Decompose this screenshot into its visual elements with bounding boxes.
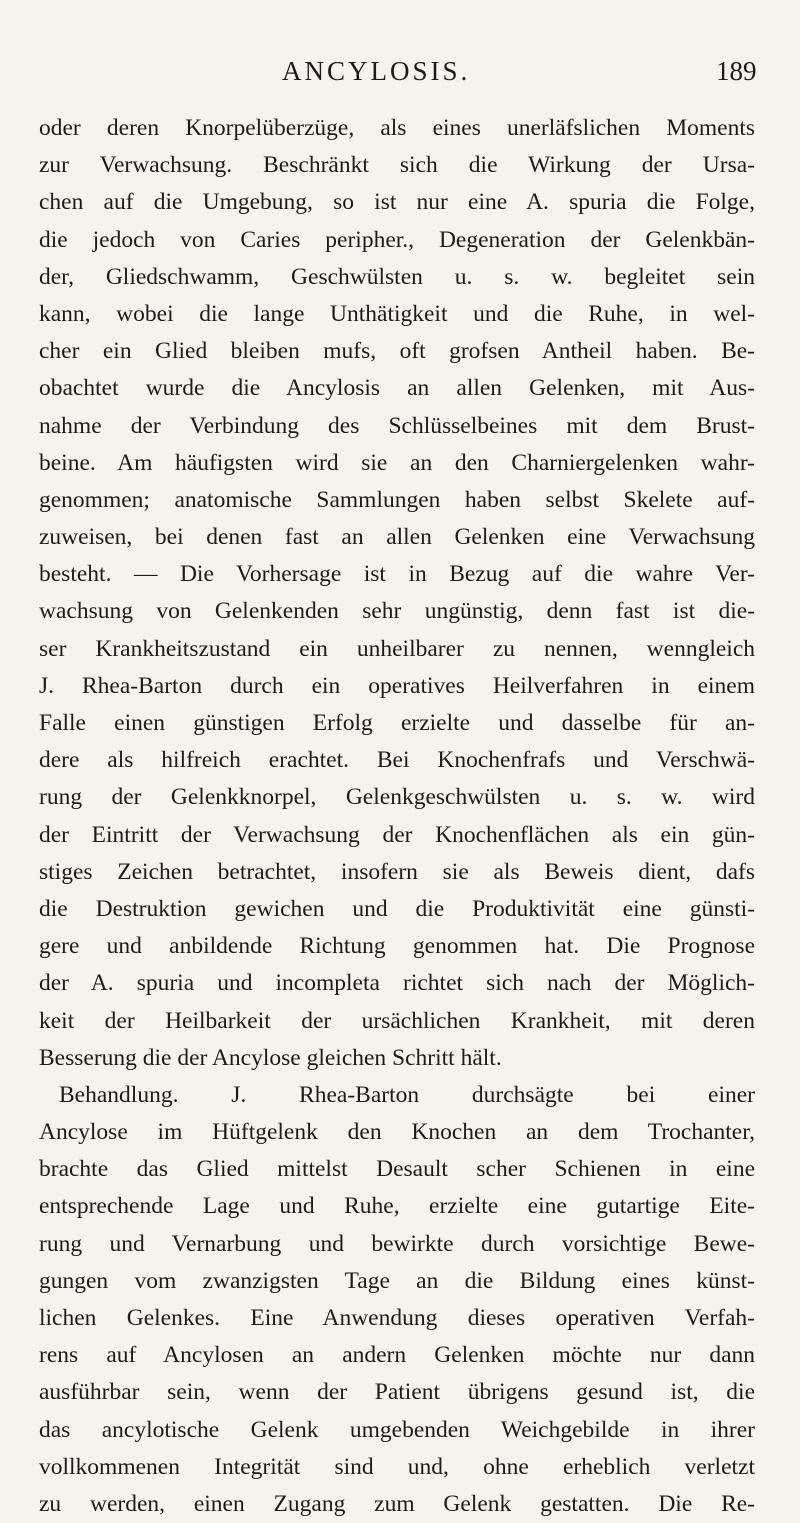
text-line: stiges Zeichen betrachtet, insofern sie als Beweis dient, dafs bbox=[39, 858, 755, 885]
text-line: obachtet wurde die Ancylosis an allen Gelenken, mit Aus- bbox=[39, 375, 755, 402]
text-line: gungen vom zwanzigsten Tage an die Bildung eines künst- bbox=[39, 1267, 755, 1294]
text-line: chen auf die Umgebung, so ist nur eine A. spuria die Folge, bbox=[39, 189, 755, 216]
text-line: cher ein Glied bleiben mufs, oft grofsen Antheil haben. Be- bbox=[39, 338, 755, 365]
text-line: nahme der Verbindung des Schlüsselbeines mit dem Brust- bbox=[39, 412, 755, 439]
text-line: Besserung die der Ancylose gleichen Schritt hält. bbox=[39, 1044, 502, 1071]
text-line: vollkommenen Integrität sind und, ohne erheblich verletzt bbox=[39, 1453, 755, 1480]
text-line: ausführbar sein, wenn der Patient übrigens gesund ist, die bbox=[39, 1379, 755, 1406]
text-line: zuweisen, bei denen fast an allen Gelenken eine Verwachsung bbox=[39, 524, 755, 551]
text-line: die Destruktion gewichen und die Produktivität eine günsti- bbox=[39, 895, 755, 922]
text-line: Ancylose im Hüftgelenk den Knochen an dem Trochanter, bbox=[39, 1119, 755, 1146]
text-line: dere als hilfreich erachtet. Bei Knochenfrafs und Verschwä- bbox=[39, 747, 755, 774]
text-line: genommen; anatomische Sammlungen haben selbst Skelete auf- bbox=[39, 486, 755, 513]
text-line: Falle einen günstigen Erfolg erzielte und dasselbe für an- bbox=[39, 710, 755, 736]
body-text bbox=[39, 110, 755, 1523]
text-line: besteht. — Die Vorhersage ist in Bezug auf die wahre Ver- bbox=[39, 561, 755, 588]
text-line: der A. spuria und incompleta richtet sich nach der Möglich- bbox=[39, 970, 755, 997]
text-line: brachte das Glied mittelst Desault scher Schienen in eine bbox=[39, 1156, 755, 1183]
text-line: wachsung von Gelenkenden sehr ungünstig, denn fast ist die- bbox=[39, 598, 755, 625]
text-line: oder deren Knorpelüberzüge, als eines unerläfslichen Moments bbox=[39, 115, 755, 141]
text-line: der Eintritt der Verwachsung der Knochenflächen als ein gün- bbox=[39, 821, 755, 848]
text-line: gere und anbildende Richtung genommen hat. Die Prognose bbox=[39, 933, 755, 960]
text-line: zur Verwachsung. Beschränkt sich die Wirkung der Ursa- bbox=[39, 152, 755, 179]
text-line: keit der Heilbarkeit der ursächlichen Krankheit, mit deren bbox=[39, 1007, 755, 1034]
text-line: kann, wobei die lange Unthätigkeit und die Ruhe, in wel- bbox=[39, 300, 755, 327]
text-line: J. Rhea-Barton durch ein operatives Heilverfahren in einem bbox=[39, 672, 755, 699]
text-line: der, Gliedschwamm, Geschwülsten u. s. w. begleitet sein bbox=[39, 263, 755, 290]
text-line: beine. Am häufigsten wird sie an den Charniergelenken wahr- bbox=[39, 449, 755, 476]
text-line: rung und Vernarbung und bewirkte durch vorsichtige Bewe- bbox=[39, 1230, 755, 1257]
text-line: rens auf Ancylosen an andern Gelenken möchte nur dann bbox=[39, 1342, 755, 1369]
running-title: ANCYLOSIS. bbox=[282, 56, 471, 86]
text-line: Behandlung. J. Rhea-Barton durchsägte bei einer bbox=[59, 1081, 755, 1108]
text-line: entsprechende Lage und Ruhe, erzielte eine gutartige Eite- bbox=[39, 1193, 755, 1220]
text-line: das ancylotische Gelenk umgebenden Weichgebilde in ihrer bbox=[39, 1416, 755, 1443]
text-line: lichen Gelenkes. Eine Anwendung dieses operativen Verfah- bbox=[39, 1305, 755, 1331]
text-line: zu werden, einen Zugang zum Gelenk gestatten. Die Re- bbox=[39, 1490, 755, 1517]
text-line: die jedoch von Caries peripher., Degeneration der Gelenkbän- bbox=[39, 226, 755, 253]
text-line: rung der Gelenkknorpel, Gelenkgeschwülsten u. s. w. wird bbox=[39, 784, 755, 811]
page-number: 189 bbox=[716, 56, 757, 86]
text-line: ser Krankheitszustand ein unheilbarer zu nennen, wenngleich bbox=[39, 635, 755, 662]
page-header bbox=[0, 56, 800, 96]
